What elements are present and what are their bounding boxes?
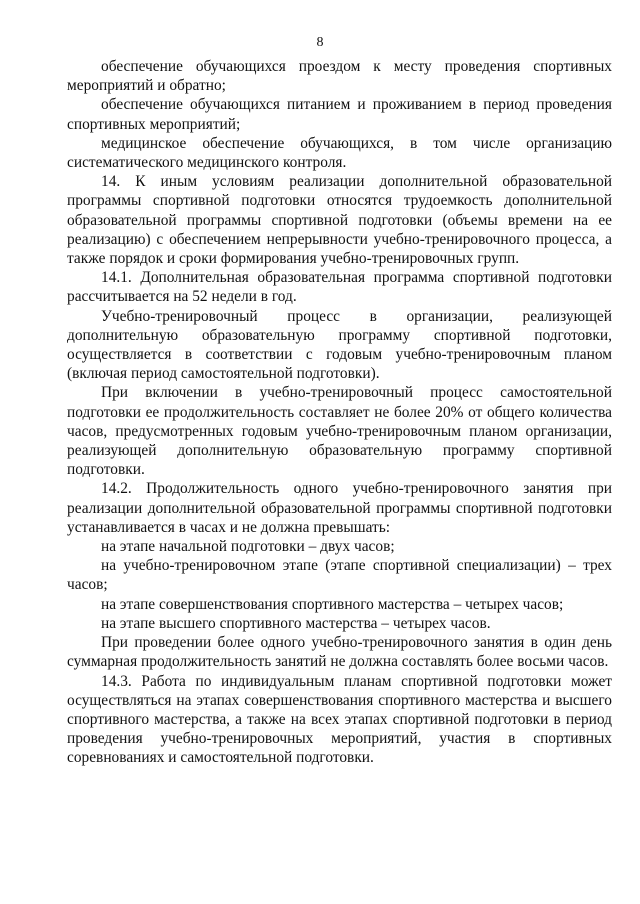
paragraph: При включении в учебно-тренировочный процесс самостоятельной подготовки ее продолжительность составляет не более 20% от общего количества часов, предусмотренных годовым учебно-тренировочным планом организации, реализующей дополнительную образовательную программу спортивной подготовки. xyxy=(67,384,612,479)
paragraph: Учебно-тренировочный процесс в организации, реализующей дополнительную образовательную программу спортивной подготовки, осуществляется в соответствии с годовым учебно-тренировочным планом (включая период самостоятельной подготовки). xyxy=(67,307,612,383)
document-body xyxy=(67,57,612,768)
paragraph: на этапе начальной подготовки – двух часов; xyxy=(101,538,395,556)
paragraph: обеспечение обучающихся проездом к месту проведения спортивных мероприятий и обратно; xyxy=(67,58,612,95)
paragraph: 14.2. Продолжительность одного учебно-тренировочного занятия при реализации дополнительной образовательной программы спортивной подготовки устанавливается в часах и не должна превышать: xyxy=(67,480,612,536)
page-number: 8 xyxy=(316,35,324,50)
paragraph: медицинское обеспечение обучающихся, в том числе организацию систематического медицинского контроля. xyxy=(67,134,612,172)
paragraph: на учебно-тренировочном этапе (этапе спортивной специализации) – трех часов; xyxy=(67,557,612,594)
paragraph: 14. К иным условиям реализации дополнительной образовательной программы спортивной подготовки относятся трудоемкость дополнительной образовательной программы спортивной подготовки (объемы времени на ее реализацию) с обеспечением непрерывности учебно-тренировочного процесса, а также порядок и сроки формирования учебно-тренировочных групп. xyxy=(67,173,612,268)
paragraph: 14.3. Работа по индивидуальным планам спортивной подготовки может осуществляться на этапах совершенствования спортивного мастерства и высшего спортивного мастерства, а также на всех этапах спортивной подготовки в период проведения учебно-тренировочных мероприятий, участия в спортивных соревнованиях и самостоятельной подготовки. xyxy=(67,672,612,767)
paragraph: обеспечение обучающихся питанием и проживанием в период проведения спортивных мероприятий; xyxy=(67,96,612,133)
paragraph: на этапе высшего спортивного мастерства – четырех часов. xyxy=(101,614,491,632)
paragraph: на этапе совершенствования спортивного мастерства – четырех часов; xyxy=(101,595,564,613)
paragraph: 14.1. Дополнительная образовательная программа спортивной подготовки рассчитывается на 52 недели в год. xyxy=(67,269,612,306)
paragraph: При проведении более одного учебно-тренировочного занятия в один день суммарная продолжительность занятий не должна составлять более восьми часов. xyxy=(67,634,612,671)
